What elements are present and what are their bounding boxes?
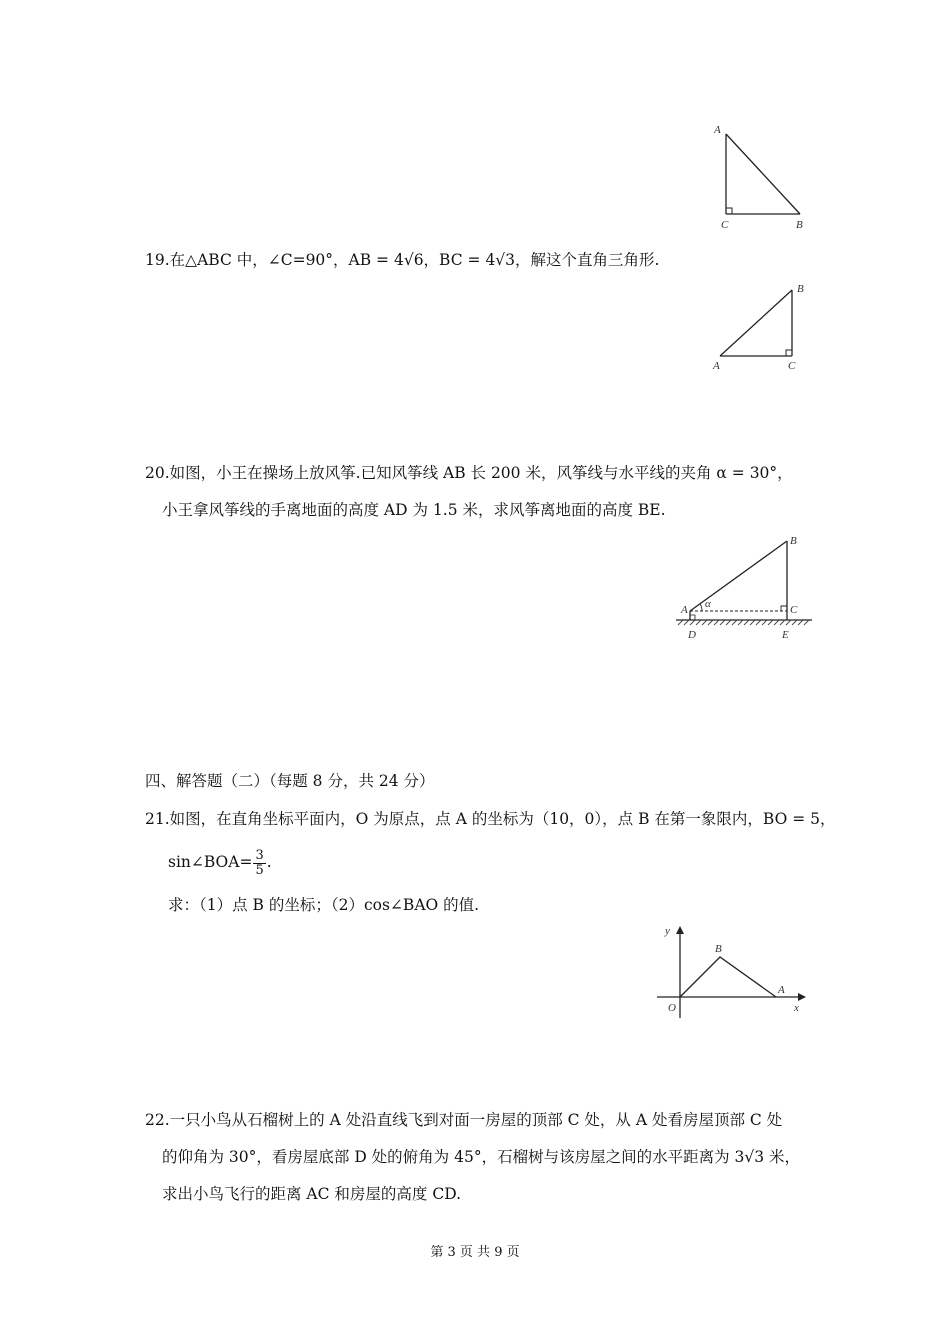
question-19: 19.在△ABC 中，∠C=90°，AB = 4√6，BC = 4√3，解这个直角三角形. [145,251,660,269]
question-22-line-3: 求出小鸟飞行的距离 AC 和房屋的高度 CD. [162,1185,461,1203]
figure-kite [672,532,817,647]
question-21-line-3: 求：（1）点 B 的坐标；（2）cos∠BAO 的值. [168,896,480,914]
question-21-line-1: 21.如图，在直角坐标平面内，O 为原点，点 A 的坐标为（10，0），点 B 在第一象限内，BO = 5， [145,810,836,828]
figure-coordinate-plane [652,922,812,1022]
label-alpha: α [705,598,711,610]
label-b: B [797,283,804,295]
label-b: B [790,535,797,547]
fraction-numerator: 3 [255,847,264,863]
fraction-three-fifths [253,849,265,878]
label-x: x [794,1002,799,1014]
label-b: B [796,219,803,231]
fraction-denominator: 5 [255,862,264,878]
label-a: A [681,604,688,616]
label-a: A [713,360,720,372]
figure-triangle-q19 [710,280,810,375]
sin-expression: sin∠BOA= [168,853,253,871]
label-c: C [790,604,798,616]
label-a: A [714,124,721,136]
section-4-title: 四、解答题（二）（每题 8 分，共 24 分） [145,772,435,790]
label-e: E [782,629,789,641]
label-y: y [665,925,670,937]
label-d: D [688,629,696,641]
question-20-line-2: 小王拿风筝线的手离地面的高度 AD 为 1.5 米，求风筝离地面的高度 BE. [162,501,666,519]
question-22-line-1: 22.一只小鸟从石榴树上的 A 处沿直线飞到对面一房屋的顶部 C 处，从 A 处看房屋顶部 C 处 [145,1111,783,1129]
page-footer: 第 3 页 共 9 页 [430,1245,520,1260]
label-o: O [668,1002,676,1014]
label-b: B [715,943,722,955]
figure-triangle-top [710,124,810,234]
period: . [266,853,272,871]
label-c: C [788,360,796,372]
label-c: C [721,219,729,231]
question-21-line-2 [168,847,272,878]
question-20-line-1: 20.如图，小王在操场上放风筝.已知风筝线 AB 长 200 米，风筝线与水平线的夹角 α = 30°， [145,464,793,482]
label-a: A [778,984,785,996]
question-22-line-2: 的仰角为 30°，看房屋底部 D 处的俯角为 45°，石榴树与该房屋之间的水平距离为 3√3 米， [162,1148,801,1166]
